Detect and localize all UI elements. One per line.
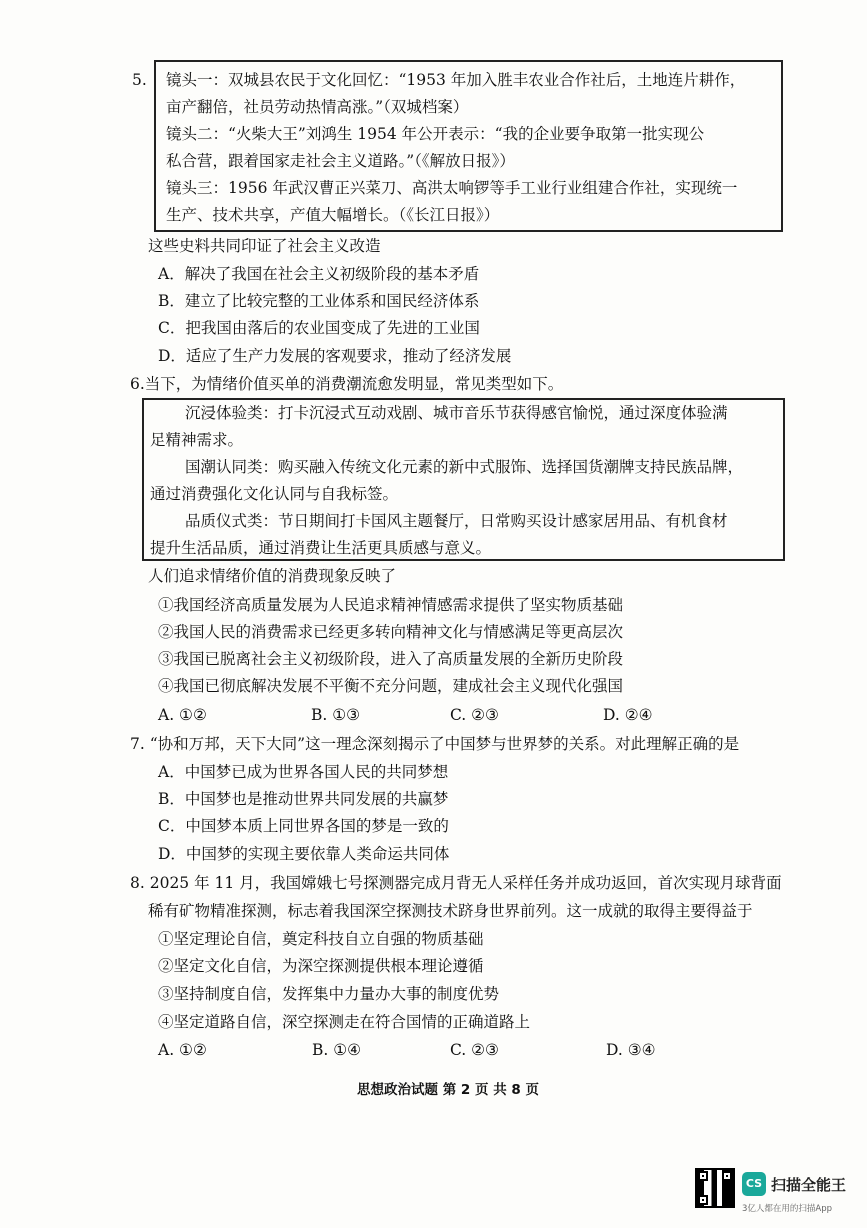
q5-box-line: 镜头一：双城县农民于文化回忆：“1953 年加入胜丰农业合作社后，土地连片耕作， [166,71,746,89]
q6-box-line: 品质仪式类：节日期间打卡国风主题餐厅，日常购买设计感家居用品、有机食材 [185,512,728,530]
q6-question: 人们追求情绪价值的消费现象反映了 [148,567,397,585]
qr-code-icon [695,1168,735,1208]
q6-box-line: 国潮认同类：购买融入传统文化元素的新中式服饰、选择国货潮牌支持民族品牌， [185,458,744,476]
camscanner-logo-icon: CS [742,1172,766,1196]
q6-option-c: C. ②③ [450,706,499,724]
q6-statement: ③我国已脱离社会主义初级阶段，进入了高质量发展的全新历史阶段 [158,650,624,668]
q8-option-a: A. ①② [158,1041,207,1059]
q5-box-line: 亩产翻倍，社员劳动热情高涨。”（双城档案） [166,98,469,116]
q5-option-c: C．把我国由落后的农业国变成了先进的工业国 [158,319,480,337]
q5-option-b: B．建立了比较完整的工业体系和国民经济体系 [158,292,480,310]
q5-option-d: D．适应了生产力发展的客观要求，推动了经济发展 [158,347,512,365]
q7-option-a: A．中国梦已成为世界各国人民的共同梦想 [158,763,449,781]
q8-stem-line: 8. 2025 年 11 月，我国嫦娥七号探测器完成月背无人采样任务并成功返回，首次实现月球背面 [130,874,782,892]
q8-option-c: C. ②③ [450,1041,499,1059]
watermark-app-name: 扫描全能王 [771,1176,847,1194]
q7-stem: 7. “协和万邦，天下大同”这一理念深刻揭示了中国梦与世界梦的关系。对此理解正确的是 [130,735,740,753]
q5-number: 5. [132,71,147,89]
q8-option-d: D. ③④ [606,1041,656,1059]
q6-stem: 6.当下，为情绪价值买单的消费潮流愈发明显，常见类型如下。 [130,375,564,393]
q5-stem: 这些史料共同印证了社会主义改造 [148,237,381,255]
q8-stem-line: 稀有矿物精准探测，标志着我国深空探测技术跻身世界前列。这一成就的取得主要得益于 [148,902,753,920]
q8-statement: ③坚持制度自信，发挥集中力量办大事的制度优势 [158,985,500,1003]
q8-statement: ②坚定文化自信，为深空探测提供根本理论遵循 [158,957,484,975]
q8-statement: ①坚定理论自信，奠定科技自立自强的物质基础 [158,930,484,948]
watermark-tagline: 3亿人都在用的扫描App [742,1204,833,1214]
q8-statement: ④坚定道路自信，深空探测走在符合国情的正确道路上 [158,1013,531,1031]
q6-box-line: 通过消费强化文化认同与自我标签。 [150,485,399,503]
q7-option-d: D．中国梦的实现主要依靠人类命运共同体 [158,845,450,863]
q7-option-b: B．中国梦也是推动世界共同发展的共赢梦 [158,790,449,808]
q6-option-b: B. ①③ [311,706,361,724]
q5-box-line: 私合营，跟着国家走社会主义道路。”（《解放日报》） [166,152,515,170]
q6-box-line: 足精神需求。 [150,431,244,449]
q5-box-line: 镜头三：1956 年武汉曹正兴菜刀、高洪太响锣等手工业行业组建合作社，实现统一 [166,179,738,197]
q7-option-c: C．中国梦本质上同世界各国的梦是一致的 [158,817,449,835]
q6-statement: ②我国人民的消费需求已经更多转向精神文化与情感满足等更高层次 [158,623,624,641]
q5-box-line: 生产、技术共享，产值大幅增长。（《长江日报》） [166,206,500,224]
q6-option-a: A. ①② [158,706,207,724]
q5-option-a: A．解决了我国在社会主义初级阶段的基本矛盾 [158,265,480,283]
q6-box-line: 提升生活品质，通过消费让生活更具质感与意义。 [150,539,492,557]
q5-box-line: 镜头二：“火柴大王”刘鸿生 1954 年公开表示：“我的企业要争取第一批实现公 [166,125,705,143]
q6-statement: ①我国经济高质量发展为人民追求精神情感需求提供了坚实物质基础 [158,596,624,614]
page-footer: 思想政治试题 第 2 页 共 8 页 [357,1082,539,1098]
q6-option-d: D. ②④ [603,706,653,724]
q6-box-line: 沉浸体验类：打卡沉浸式互动戏剧、城市音乐节获得感官愉悦，通过深度体验满 [185,404,728,422]
q6-statement: ④我国已彻底解决发展不平衡不充分问题，建成社会主义现代化强国 [158,677,624,695]
q8-option-b: B. ①④ [312,1041,362,1059]
